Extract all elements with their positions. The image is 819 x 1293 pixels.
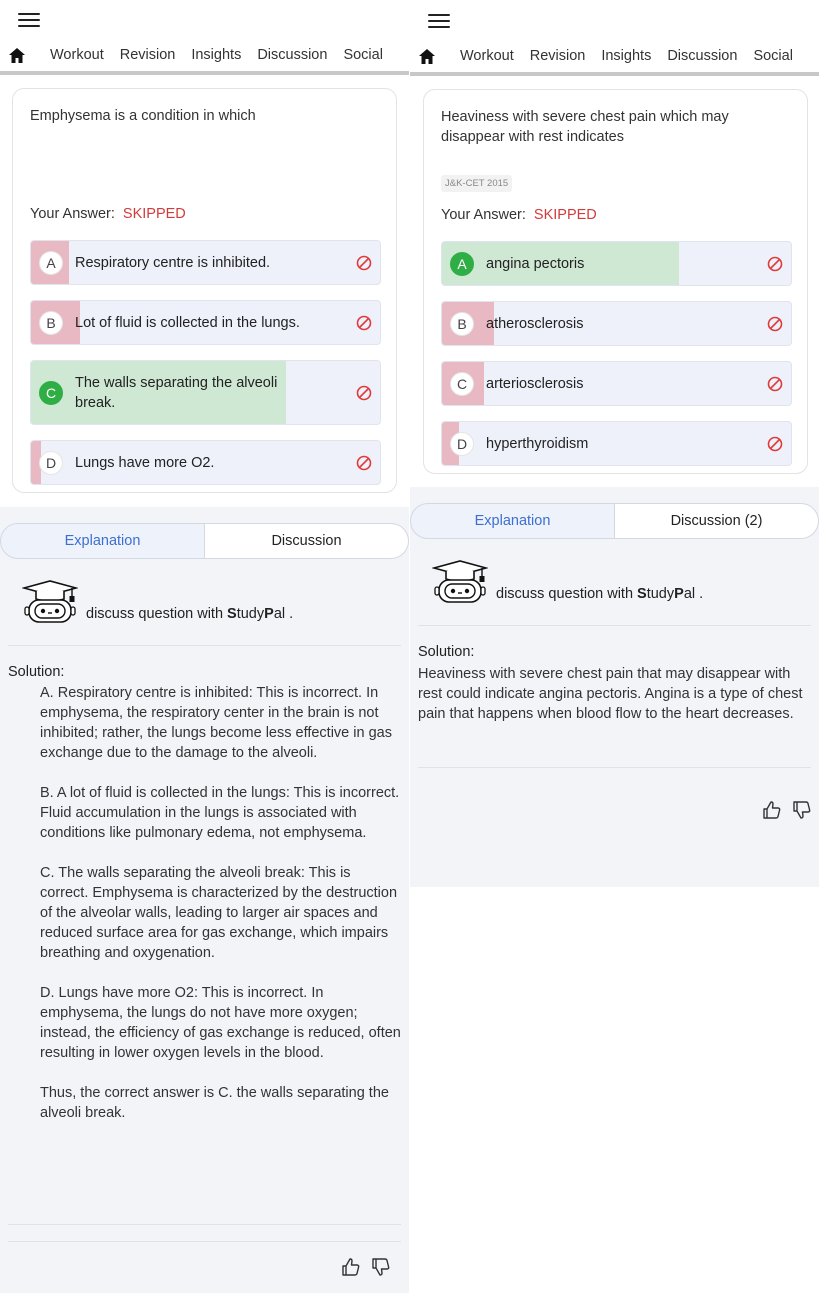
explanation-section — [410, 487, 819, 887]
nav-tab-revision[interactable]: Revision — [119, 47, 176, 63]
top-nav — [0, 40, 409, 70]
studypal-link[interactable] — [432, 560, 703, 604]
option-c-letter: C — [39, 381, 63, 405]
exam-tag: J&K-CET 2015 — [441, 175, 512, 192]
question-text: Emphysema is a condition in which — [30, 108, 256, 124]
not-attempted-icon — [356, 455, 372, 471]
hamburger-menu-icon[interactable] — [428, 14, 450, 30]
option-c[interactable] — [441, 361, 792, 406]
nav-tab-insights[interactable]: Insights — [601, 48, 652, 64]
nav-tab-insights[interactable]: Insights — [191, 47, 242, 63]
your-answer-label: Your Answer: — [441, 207, 526, 223]
thumbs-down-icon[interactable] — [371, 1257, 391, 1277]
option-c-text: arteriosclerosis — [486, 375, 584, 392]
option-b[interactable] — [30, 300, 381, 345]
thumbs-up-icon[interactable] — [762, 800, 782, 820]
option-b-letter: B — [39, 311, 63, 335]
option-c[interactable] — [30, 360, 381, 425]
answer-status: SKIPPED — [122, 206, 186, 222]
option-b-text: Lot of fluid is collected in the lungs. — [75, 314, 300, 331]
nav-tab-social[interactable]: Social — [753, 48, 793, 64]
explanation-tabs — [0, 523, 409, 559]
top-nav — [410, 41, 819, 71]
option-b-text: atherosclerosis — [486, 315, 584, 332]
not-attempted-icon — [767, 376, 783, 392]
divider — [8, 1224, 401, 1225]
feedback-buttons — [341, 1257, 391, 1277]
studypal-text: discuss question with StudyPal . — [496, 586, 704, 602]
divider — [418, 767, 811, 768]
home-icon[interactable] — [410, 49, 444, 64]
nav-scrollbar[interactable] — [0, 71, 409, 75]
studypal-link[interactable] — [22, 580, 293, 624]
your-answer — [441, 207, 597, 223]
divider — [8, 645, 401, 646]
solution-paragraph: A. Respiratory centre is inhibited: This is incorrect. In emphysema, the respiratory center in the brain is not inhibited; rather, the lungs become less effective in gas exchange due to the damage to the alveoli. — [40, 685, 392, 761]
nav-scrollbar[interactable] — [410, 72, 819, 76]
option-a-text: angina pectoris — [486, 255, 585, 272]
option-d-text: Lungs have more O2. — [75, 454, 215, 471]
option-d[interactable] — [441, 421, 792, 466]
option-a[interactable] — [441, 241, 792, 286]
hamburger-menu-icon[interactable] — [18, 13, 40, 29]
right-question-panel — [410, 0, 819, 1293]
not-attempted-icon — [356, 385, 372, 401]
nav-tab-discussion[interactable]: Discussion — [667, 48, 738, 64]
not-attempted-icon — [356, 255, 372, 271]
solution-paragraph: Heaviness with severe chest pain that may disappear with rest could indicate angina pectoris. Angina is a type of chest pain that happens when blood flow to the heart decreases. — [418, 666, 803, 722]
option-b-letter: B — [450, 312, 474, 336]
option-a[interactable] — [30, 240, 381, 285]
divider — [8, 1241, 401, 1242]
option-d-letter: D — [450, 432, 474, 456]
option-d-letter: D — [39, 451, 63, 475]
option-a-letter: A — [39, 251, 63, 275]
not-attempted-icon — [356, 315, 372, 331]
tab-discussion[interactable]: Discussion — [205, 523, 409, 559]
studypal-robot-icon — [432, 560, 488, 604]
thumbs-down-icon[interactable] — [792, 800, 812, 820]
solution-text — [418, 664, 810, 744]
question-card — [12, 88, 397, 493]
nav-tab-workout[interactable]: Workout — [460, 48, 514, 64]
not-attempted-icon — [767, 316, 783, 332]
not-attempted-icon — [767, 256, 783, 272]
not-attempted-icon — [767, 436, 783, 452]
option-c-text: The walls separating the alveoli break. — [75, 374, 278, 411]
option-c-letter: C — [450, 372, 474, 396]
left-question-panel — [0, 0, 409, 1293]
nav-tab-revision[interactable]: Revision — [529, 48, 586, 64]
tab-discussion[interactable]: Discussion (2) — [615, 503, 819, 539]
feedback-buttons — [762, 800, 812, 820]
option-a-letter: A — [450, 252, 474, 276]
solution-label: Solution: — [418, 644, 475, 660]
solution-label: Solution: — [8, 664, 65, 680]
thumbs-up-icon[interactable] — [341, 1257, 361, 1277]
tab-explanation[interactable]: Explanation — [410, 503, 615, 539]
studypal-robot-icon — [22, 580, 78, 624]
explanation-tabs — [410, 503, 819, 539]
divider — [418, 625, 811, 626]
option-d[interactable] — [30, 440, 381, 485]
nav-tab-discussion[interactable]: Discussion — [257, 47, 328, 63]
your-answer-label: Your Answer: — [30, 206, 115, 222]
option-d-text: hyperthyroidism — [486, 435, 589, 452]
question-card — [423, 89, 808, 474]
nav-tab-workout[interactable]: Workout — [50, 47, 104, 63]
explanation-section — [0, 507, 409, 1293]
option-b[interactable] — [441, 301, 792, 346]
question-text: Heaviness with severe chest pain which may disappear with rest indicates — [441, 109, 729, 145]
your-answer — [30, 206, 186, 222]
solution-paragraph: D. Lungs have more O2: This is incorrect. In emphysema, the lungs do not have more oxygen; instead, the efficiency of gas exchange is reduced, often resulting in lower oxygen levels in the blood. — [40, 985, 401, 1061]
studypal-text: discuss question with StudyPal . — [86, 606, 294, 622]
option-a-text: Respiratory centre is inhibited. — [75, 254, 271, 271]
tab-explanation[interactable]: Explanation — [0, 523, 205, 559]
home-icon[interactable] — [0, 48, 34, 63]
solution-paragraph: Thus, the correct answer is C. the walls separating the alveoli break. — [40, 1085, 389, 1121]
solution-paragraph: B. A lot of fluid is collected in the lungs: This is incorrect. Fluid accumulation in the lungs is associated with conditions like pulmonary edema, not emphysema. — [40, 785, 400, 841]
answer-status: SKIPPED — [533, 207, 597, 223]
nav-tab-social[interactable]: Social — [343, 47, 383, 63]
solution-text — [40, 683, 402, 1143]
solution-paragraph: C. The walls separating the alveoli break: This is correct. Emphysema is characterized by the destruction of the alveolar walls, leading to larger air spaces and reduced surface area for gas exchange, which impairs breathing and oxygenation. — [40, 865, 398, 961]
